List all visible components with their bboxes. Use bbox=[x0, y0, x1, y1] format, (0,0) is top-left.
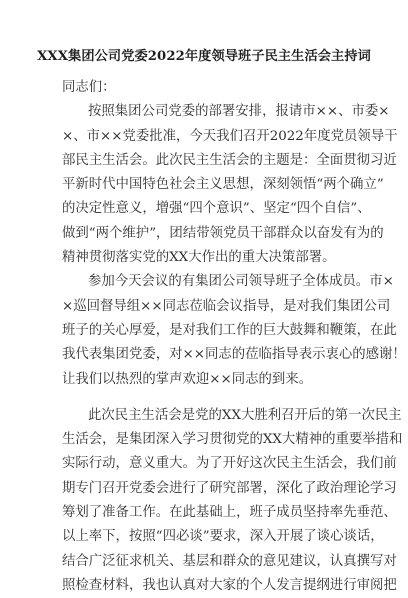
paragraph-gap bbox=[62, 392, 352, 404]
paragraph-line: 照检查材料，我也认真对大家的个人发言提纲进行审阅把 bbox=[62, 577, 397, 593]
salutation: 同志们： bbox=[62, 80, 116, 95]
paragraph-line: 做到“两个维护”，团结带领党员干部群众以奋发有为的 bbox=[62, 225, 384, 241]
paragraph-line: 按照集团公司党委的部署安排，报请市××、市委× bbox=[88, 104, 390, 120]
paragraph-line: 精神贯彻落实党的XX大作出的重大决策部署。 bbox=[62, 250, 336, 266]
paragraph-line: ×、市××党委批准，今天我们召开2022年度党员领导干 bbox=[62, 128, 398, 144]
paragraph-line: 平新时代中国特色社会主义思想，深刻领悟“两个确立” bbox=[62, 177, 384, 193]
paragraph-line: 此次民主生活会是党的XX大胜利召开后的第一次民主 bbox=[88, 407, 402, 423]
document-title: XXX集团公司党委2022年度领导班子民主生活会主持词 bbox=[37, 49, 371, 64]
paragraph-line: 实际行动，意义重大。为了开好这次民主生活会，我们前 bbox=[62, 456, 397, 472]
paragraph-line: 期专门召开党委会进行了研究部署，深化了政治理论学习 bbox=[62, 480, 397, 496]
paragraph-line: 的决定性意义，增强“四个意识”、坚定“四个自信”、 bbox=[62, 201, 371, 217]
paragraph-line: 参加今天会议的有集团公司领导班子全体成员。市× bbox=[88, 274, 394, 290]
paragraph-line: ×巡回督导组××同志莅临会议指导，是对我们集团公司 bbox=[62, 298, 391, 314]
paragraph-line: 生活会，是集团深入学习贯彻党的XX大精神的重要举措和 bbox=[62, 432, 403, 448]
paragraph-line: 班子的关心厚爱，是对我们工作的巨大鼓舞和鞭策，在此 bbox=[62, 322, 397, 338]
paragraph-line: 以上率下，按照“四必谈”要求，深入开展了谈心谈话， bbox=[62, 529, 384, 545]
document-body bbox=[62, 76, 406, 598]
paragraph-line: 筹划了准备工作。在此基础上，班子成员坚持率先垂范、 bbox=[62, 505, 397, 521]
paragraph-line: 我代表集团党委，对××同志的莅临指导表示衷心的感谢！ bbox=[62, 347, 406, 363]
paragraph-line: 结合广泛征求机关、基层和群众的意见建议，认真撰写对 bbox=[62, 553, 397, 569]
paragraph-line: 部民主生活会。此次民主生活会的主题是：全面贯彻习近 bbox=[62, 152, 397, 168]
paragraph-line: 让我们以热烈的掌声欢迎××同志的到来。 bbox=[62, 371, 313, 387]
